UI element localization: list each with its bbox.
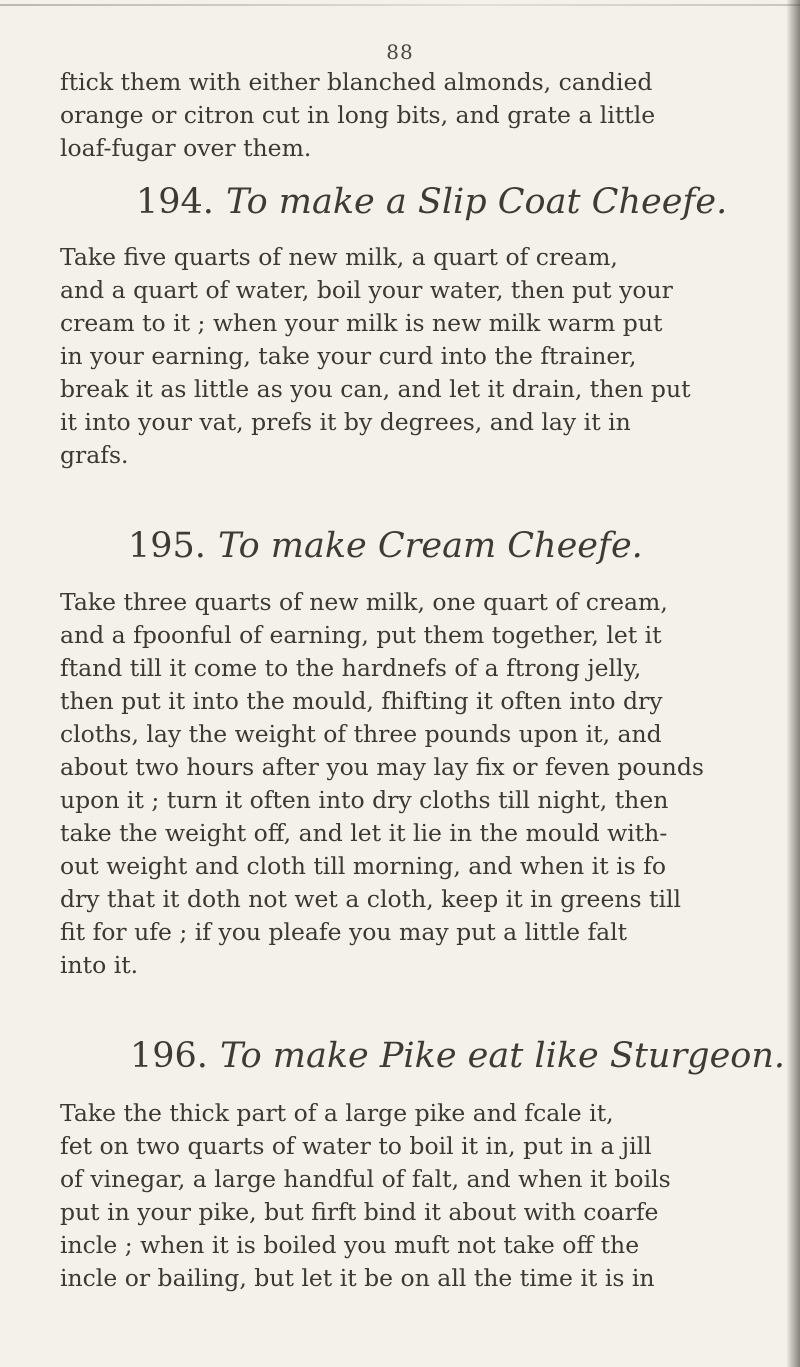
binding-edge-shadow [786,0,800,1367]
text-line: incle ; when it is boiled you muft not take off the [60,1231,640,1259]
continuation-paragraph [60,66,772,165]
recipe-title: To make a Slip Coat Cheefe. [225,182,728,222]
text-line: Take the thick part of a large pike and fcale it, [60,1099,614,1127]
text-line: of vinegar, a large handful of falt, and when it boils [60,1165,671,1193]
page-top-edge [0,4,800,6]
page-number: 88 [386,40,414,64]
text-line: grafs. [60,441,129,469]
text-line: put in your pike, but firft bind it about with coarfe [60,1198,659,1226]
recipe-heading [130,1036,785,1076]
text-line: take the weight off, and let it lie in the mould with- [60,819,668,847]
text-line: and a quart of water, boil your water, then put your [60,276,673,304]
recipe-body [60,241,772,472]
text-line: fet on two quarts of water to boil it in, put in a jill [60,1132,652,1160]
text-line: dry that it doth not wet a cloth, keep it in greens till [60,885,682,913]
text-line: ftand till it come to the hardnefs of a ftrong jelly, [60,654,642,682]
text-line: cloths, lay the weight of three pounds upon it, and [60,720,662,748]
recipe-heading [136,182,727,222]
recipe-title: To make Cream Cheefe. [217,526,643,566]
text-line: fit for ufe ; if you pleafe you may put a little falt [60,918,628,946]
recipe-title: To make Pike eat like Sturgeon. [219,1036,786,1076]
text-line: Take five quarts of new milk, a quart of cream, [60,243,618,271]
recipe-body [60,1097,772,1295]
text-line: about two hours after you may lay fix or feven pounds [60,753,704,781]
text-line: loaf-fugar over them. [60,134,312,162]
text-line: incle or bailing, but let it be on all the time it is in [60,1264,655,1292]
text-line: then put it into the mould, fhifting it often into dry [60,687,663,715]
recipe-number: 196. [130,1036,208,1076]
text-line: cream to it ; when your milk is new milk warm put [60,309,663,337]
text-line: out weight and cloth till morning, and when it is fo [60,852,666,880]
text-line: upon it ; turn it often into dry cloths till night, then [60,786,669,814]
recipe-number: 194. [136,182,214,222]
recipe-heading [128,526,643,566]
text-line: and a fpoonful of earning, put them together, let it [60,621,662,649]
text-line: Take three quarts of new milk, one quart of cream, [60,588,668,616]
text-line: break it as little as you can, and let it drain, then put [60,375,691,403]
text-line: ftick them with either blanched almonds, candied [60,68,653,96]
text-line: orange or citron cut in long bits, and grate a little [60,101,656,129]
text-line: into it. [60,951,139,979]
text-line: it into your vat, prefs it by degrees, and lay it in [60,408,631,436]
recipe-body [60,586,772,982]
recipe-number: 195. [128,526,206,566]
text-line: in your earning, take your curd into the ftrainer, [60,342,637,370]
